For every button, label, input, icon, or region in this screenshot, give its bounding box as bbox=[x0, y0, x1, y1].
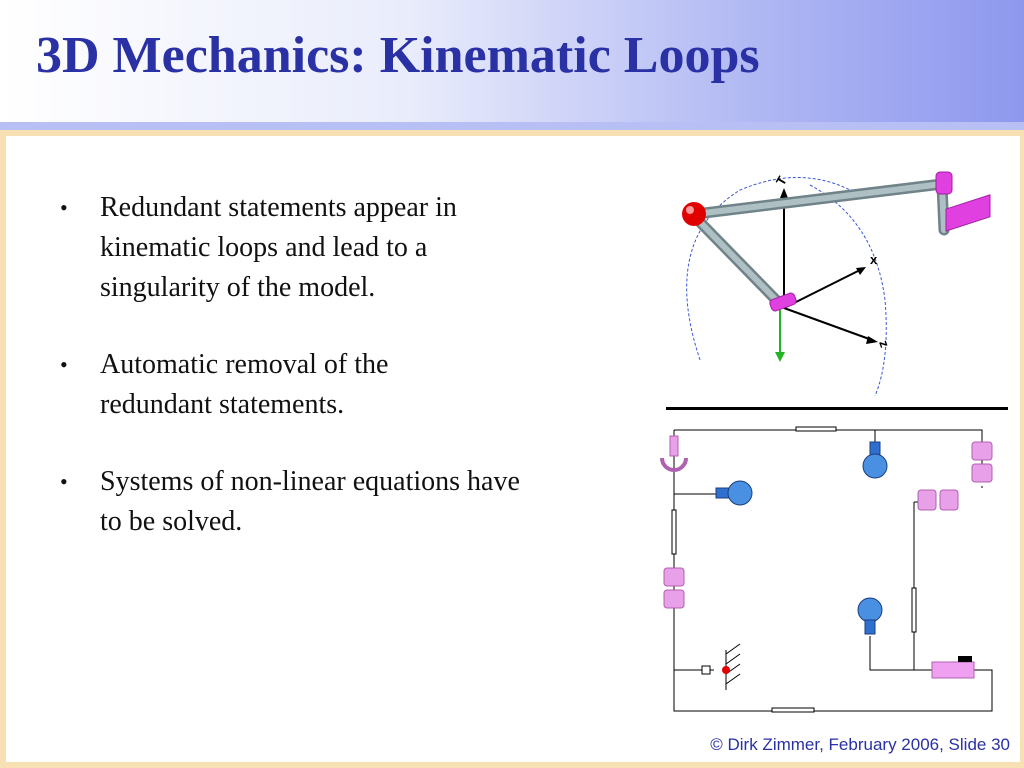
bullet-text: Automatic removal of the redundant statements. bbox=[100, 349, 389, 420]
divider-line bbox=[666, 407, 1008, 410]
slide-header bbox=[0, 0, 1024, 122]
ball-joint bbox=[682, 202, 706, 226]
bullet-text: Redundant statements appear in kinematic loops and lead to a singularity of the model. bbox=[100, 192, 457, 303]
slide-footer: © Dirk Zimmer, February 2006, Slide 30 bbox=[710, 735, 1010, 754]
axis-label: x bbox=[870, 252, 878, 267]
kinematic-loop-3d-figure bbox=[660, 160, 1000, 396]
bullet-marker: • bbox=[60, 352, 68, 377]
arrow-head bbox=[780, 188, 788, 198]
body-sphere bbox=[863, 442, 887, 478]
bullet-text: Systems of non-linear equations have to be solved. bbox=[100, 466, 520, 537]
ball-highlight bbox=[686, 206, 694, 214]
motion-arc bbox=[810, 185, 886, 396]
joint bbox=[936, 172, 952, 194]
bullet-item bbox=[60, 462, 530, 542]
rod-highlight bbox=[696, 218, 780, 304]
bullet-marker: • bbox=[60, 469, 68, 494]
component-diagram bbox=[652, 418, 1008, 718]
prismatic-joint bbox=[918, 490, 958, 510]
rod-highlight bbox=[696, 184, 942, 214]
fixed-translation bbox=[932, 656, 974, 678]
axis-label: z bbox=[876, 338, 893, 350]
world-fixture bbox=[702, 644, 740, 690]
axis-arrow bbox=[784, 308, 872, 340]
arrow-head bbox=[775, 352, 785, 362]
joint bbox=[946, 195, 990, 231]
bullet-item bbox=[60, 345, 470, 425]
slide-title: 3D Mechanics: Kinematic Loops bbox=[36, 27, 760, 84]
bullet-marker: • bbox=[60, 195, 68, 220]
axis-label: T bbox=[772, 173, 790, 188]
body-sphere bbox=[716, 481, 752, 505]
body-sphere bbox=[858, 598, 882, 634]
bullet-item bbox=[60, 188, 490, 308]
bullet-list bbox=[60, 188, 530, 579]
